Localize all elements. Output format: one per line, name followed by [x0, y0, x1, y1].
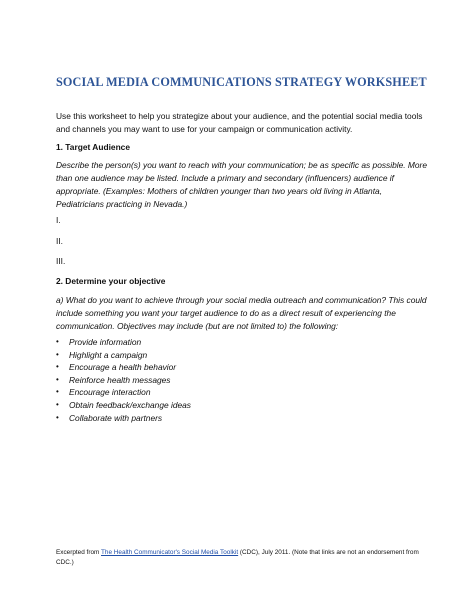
- objective-item-label: Highlight a campaign: [69, 349, 148, 360]
- bullet-icon: •: [56, 412, 59, 422]
- footer-prefix: Excerpted from: [56, 549, 101, 556]
- objective-item-label: Encourage a health behavior: [69, 362, 177, 373]
- objective-item-label: Reinforce health messages: [69, 374, 171, 385]
- bullet-icon: •: [56, 349, 59, 359]
- list-item: [56, 361, 356, 374]
- bullet-icon: •: [56, 387, 59, 397]
- intro-paragraph: Use this worksheet to help you strategize about your audience, and the potential social media tools and channels you may want to use for your campaign or communication activity.: [56, 111, 423, 134]
- objective-item-label: Collaborate with partners: [69, 412, 163, 423]
- bullet-icon: •: [56, 374, 59, 384]
- audience-row-2: II.: [56, 236, 63, 246]
- target-audience-description: Describe the person(s) you want to reach with your communication; be as specific as possible. More than one audience may be listed. Include a primary and secondary (influencers) audience if appropriate. (Examples: Mothers of children younger than two years old living in Atlanta, Pediatricians practicing in Nevada.): [56, 160, 427, 209]
- footer-suffix: (CDC), July 2011. (Note that links are not an endorsement from CDC.): [56, 549, 419, 566]
- section-heading-target-audience: 1. Target Audience: [56, 142, 130, 152]
- bullet-icon: •: [56, 362, 59, 372]
- bullet-icon: •: [56, 399, 59, 409]
- toolkit-link[interactable]: The Health Communicator's Social Media Toolkit: [101, 549, 239, 556]
- audience-row-3: III.: [56, 256, 66, 266]
- objective-item-label: Obtain feedback/exchange ideas: [69, 399, 191, 410]
- list-item: [56, 336, 356, 349]
- footer-note: [56, 548, 436, 567]
- list-item: [56, 412, 356, 425]
- list-item: [56, 374, 356, 387]
- bullet-icon: •: [56, 337, 59, 346]
- list-item: [56, 386, 356, 399]
- objective-item-label: Encourage interaction: [69, 387, 151, 398]
- objectives-list: [56, 336, 356, 424]
- list-item: [56, 349, 356, 362]
- objective-description: a) What do you want to achieve through your social media outreach and communication? This could include something you want your target audience to do as a direct result of experiencing the communication. Objectives may include (but are not limited to) the following:: [56, 295, 427, 331]
- objective-item-label: Provide information: [69, 337, 142, 347]
- page-title: SOCIAL MEDIA COMMUNICATIONS STRATEGY WORKSHEET: [56, 75, 427, 89]
- list-item: [56, 399, 356, 412]
- section-heading-objective: 2. Determine your objective: [56, 276, 166, 286]
- audience-row-1: I.: [56, 215, 61, 225]
